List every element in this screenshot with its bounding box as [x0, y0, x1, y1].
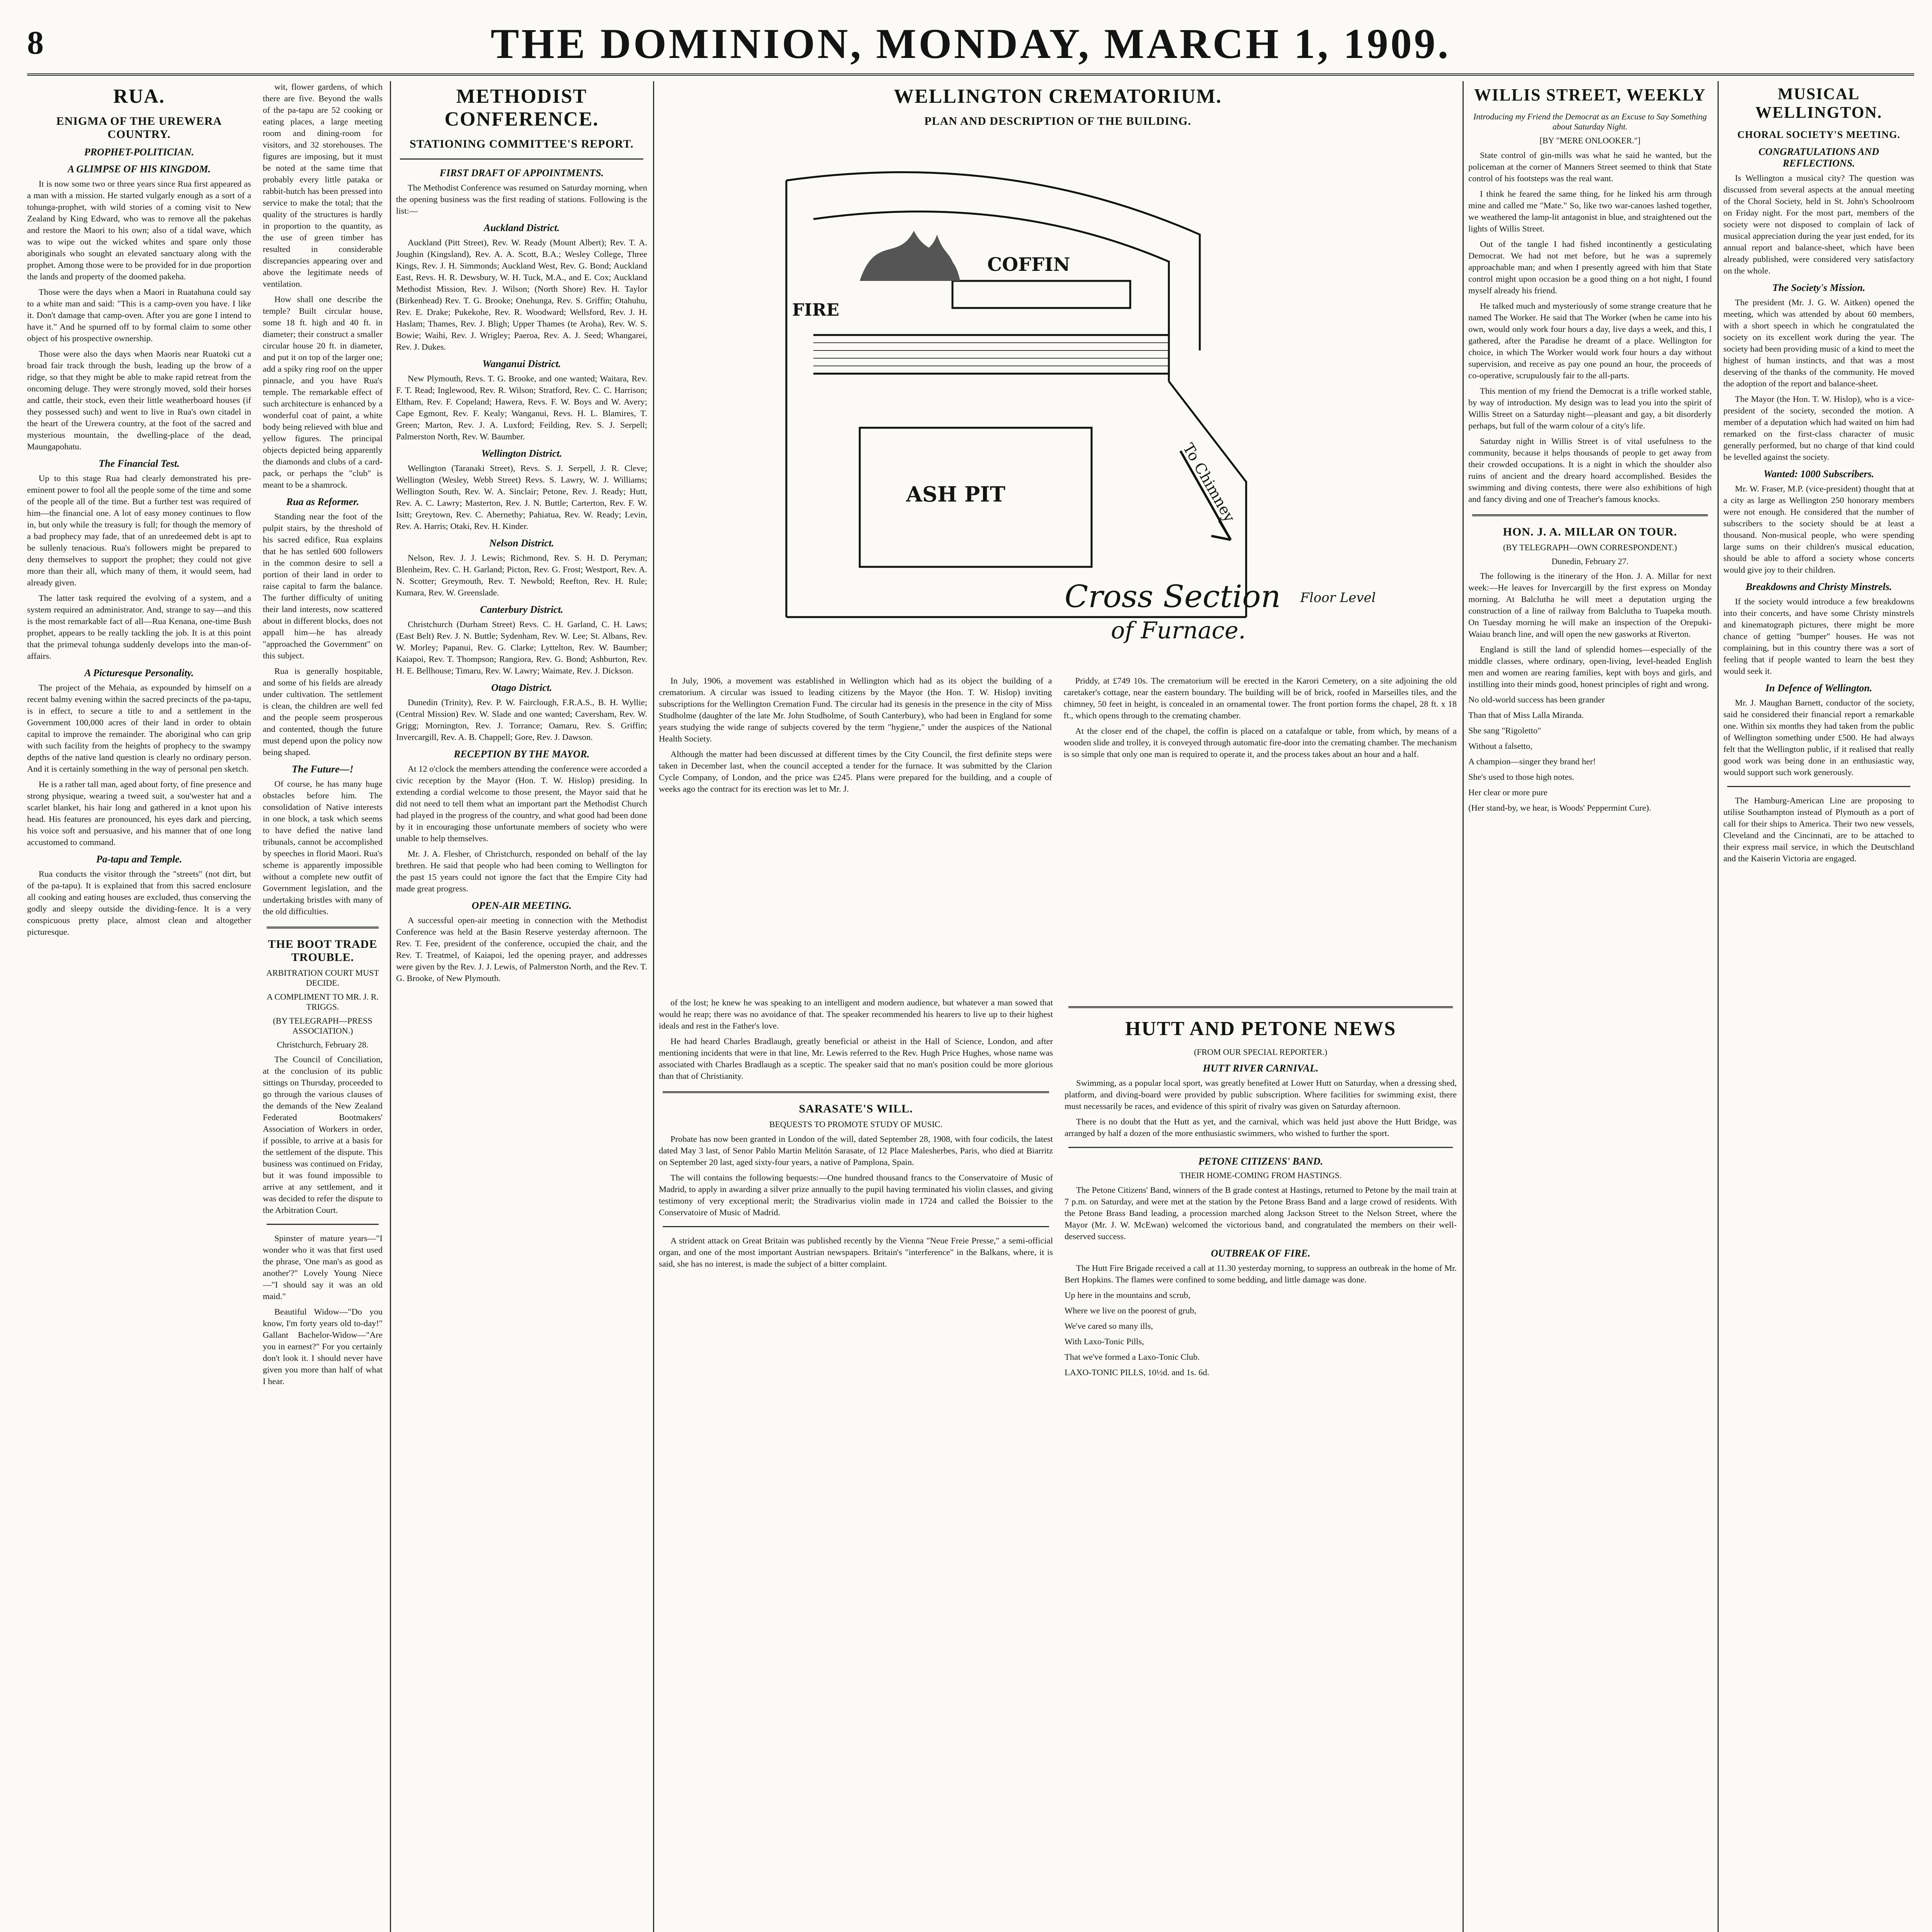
- district-heading: Canterbury District.: [480, 604, 563, 615]
- paragraph: Mr. J. A. Flesher, of Christchurch, responded on behalf of the lay brethren. He said that people who had been coming to Wellington for the past 15 years could not ignore the fact that the Empire City had made great progress.: [396, 849, 647, 893]
- willis-subheading: Introducing my Friend the Democrat as an Excuse to Say Something about Saturday Night.: [1473, 112, 1707, 131]
- section-heading: The Future—!: [292, 764, 354, 775]
- paragraph: Is Wellington a musical city? The question was discussed from several aspects at the annual meeting of the Choral Society, held in St. John's Schoolroom on Friday night. For the most part, members of the society were not disposed to complain of lack of musical appreciation during the year just ended, for its annual report and balance-sheet, which have been already published, were considered very satisfactory on the whole.: [1723, 173, 1914, 276]
- dateline: Christchurch, February 28.: [277, 1040, 369, 1049]
- paragraph: Saturday night in Willis Street is of vital usefulness to the community, because it helps thousands of people to get away from their crowded occupations. It is a night in which the shoulder also ruins of ancient and the dreary hoard accomplished. Besides the swimming and diving contests, there were also exhibitions of high and fancy diving and one of Treacher's famous knocks.: [1468, 436, 1712, 504]
- methodist-subheading-2: FIRST DRAFT OF APPOINTMENTS.: [439, 167, 604, 179]
- paragraph: Rua conducts the visitor through the "streets" (not dirt, but of the pa-tapu). It is explained that from this sacred enclosure all cooking and eating houses are excluded, thus conserving the godly and sleepy outside the dividing-fence. It is a very conspicuous pretty place, almost clean and altogether picturesque.: [27, 869, 251, 937]
- verse-line: Her clear or more pure: [1468, 787, 1548, 797]
- dateline: Dunedin, February 27.: [1551, 556, 1629, 566]
- separator: [663, 1226, 1049, 1227]
- column-methodist: [396, 81, 647, 1932]
- sarasate-subheading: BEQUESTS TO PROMOTE STUDY OF MUSIC.: [769, 1119, 943, 1129]
- floor-level-label: Floor Level: [1300, 590, 1376, 605]
- page-number: 8: [27, 24, 44, 61]
- paragraph: If the society would introduce a few breakdowns into their concerts, and have some Christy minstrels and kinematograph pictures, there might be more chance of getting "bumper" houses. He was not complaining, but in this country there was a sort of feeling that if people wanted to learn the best they would seek it.: [1723, 597, 1914, 676]
- byline: [BY "MERE ONLOOKER."]: [1539, 136, 1641, 145]
- grate: [813, 335, 1169, 374]
- paragraph: He talked much and mysteriously of some strange creature that he named The Worker. He said that The Worker (when he came into his own, would only work four hours a day, live days a week, and this, I gathered, after the Paradise he dreamt of a place. Wellington for choice, in which The Worker would work four hours a day without supervision, and receive as pay one pound an hour, the proceeds of co-operative, scrupulously fair to the all-parts.: [1468, 301, 1712, 380]
- chimney-label: To Chimney: [1179, 440, 1238, 525]
- boot-trade-heading: THE BOOT TRADE TROUBLE.: [268, 938, 378, 964]
- verse-line: A champion—singer they brand her!: [1468, 757, 1596, 766]
- furnace-svg: [659, 134, 1457, 667]
- section-heading: OPEN-AIR MEETING.: [471, 900, 572, 911]
- paragraph: The Council of Conciliation, at the conclusion of its public sittings on Thursday, proceeded to go through the various clauses of the demands of the New Zealand Federated Bootmakers' Association of Workers in order, if possible, to arrive at a basis for the settlement of the dispute. This business was continued on Friday, but it was found impossible to arrive at any settlement, and it was decided to refer the dispute to the Arbitration Court.: [263, 1054, 383, 1215]
- section-heading: RECEPTION BY THE MAYOR.: [454, 748, 590, 760]
- paragraph: At the closer end of the chapel, the coffin is placed on a catafalque or table, from which, by means of a wooden slide and trolley, it is conveyed through automatic fire-door into the cremating chamber. The mechanism is so simple that only one man is required to operate it, and the process takes about an hour and a half.: [1063, 726, 1457, 759]
- paragraph: The Hamburg-American Line are proposing to utilise Southampton instead of Plymouth as a port of call for their ships to America. Their two new vessels, Cleveland and the Cincinnati, are to be attached to their express mail service, in which the Deutschland and the Kaiserin Victoria are engaged.: [1723, 796, 1914, 863]
- paragraph: Those were also the days when Maoris near Ruatoki cut a broad fair track through the bush, leading up the brow of a ridge, so that they might be able to make rapid retreat from the oncoming deluge. They were strongly moved, sold their horses and cattle, their stock, even their little weatherboard houses (if they possessed such) and went to live in Rua's own citadel in the heart of the Urewera country, at the foot of the sacred and mysterious mountain, the dwelling-place of the dead, Maungapohatu.: [27, 349, 251, 451]
- paragraph: He had heard Charles Bradlaugh, greatly beneficial or atheist in the Hall of Science, London, and after mentioning incidents that were in that line, Mr. Lewis referred to the Rev. Hugh Price Hughes, whose name was associated with Charles Bradlaugh as a sceptic. The speaker said that no man's position could be more glorious than that of Christianity.: [659, 1036, 1053, 1081]
- verse-line: Than that of Miss Lalla Miranda.: [1468, 710, 1584, 720]
- paragraph: Christchurch (Durham Street) Revs. C. H. Garland, C. H. Laws; (East Belt) Rev. J. N. Buttle; Sydenham, Rev. W. Lee; St. Albans, Rev. W. Morley; Papanui, Rev. G. Clarke; Lyttelton, Rev. W. Baumber; Kaiapoi, Rev. T. Thompson; Rangiora, Rev. G. Bond; Ashburton, Rev. H. E. Bellhouse; Timaru, Rev. W. Lawry; Waimate, Rev. J. Dickson.: [396, 619, 647, 675]
- section-heading: OUTBREAK OF FIRE.: [1211, 1248, 1311, 1259]
- section-heading: Breakdowns and Christy Minstrels.: [1745, 581, 1892, 592]
- boot-trade-subheading: ARBITRATION COURT MUST DECIDE.: [266, 968, 379, 988]
- verse-line: Where we live on the poorest of grub,: [1065, 1306, 1197, 1315]
- column-rule: [653, 81, 654, 1932]
- paragraph: There is no doubt that the Hutt as yet, and the carnival, which was held just above the Hutt Bridge, was arranged by half a dozen of the more enthusiastic swimmers, who wished to further the sport.: [1065, 1117, 1457, 1138]
- willis-heading: WILLIS STREET, WEEKLY: [1474, 85, 1706, 104]
- separator: [1068, 1006, 1453, 1008]
- paragraph: wit, flower gardens, of which there are five. Beyond the walls of the pa-tapu are 52 cooking or eating places, a large meeting room and dining-room for visitors, and 32 storehouses. The figures are imposing, but it must be noted at the same time that probably every little pataka or rabbit-hutch has been pressed into service to make the total; that the quality of the structures is hardly in proportion to the quantity, as the use of green timber has resulted in considerable discrepancies appearing over and above the legitimate needs of ventilation.: [263, 82, 383, 289]
- paragraph: A strident attack on Great Britain was published recently by the Vienna "Neue Freie Presse," a semi-official organ, and one of the most important Austrian newspapers. Britain's "interference" in the Balkans, where, it is said, she has no interest, is made the subject of a bitter complaint.: [659, 1236, 1053, 1269]
- paragraph: Up to this stage Rua had clearly demonstrated his pre-eminent power to fool all the people some of the time and some of the people all of the time. But a further test was required of him—the financial one. A lot of easy money continues to flow in, but only while the treasury is full; for though the memory of a bad prophecy may fade, that of an unredeemed debt is apt to be sullenly tenacious. Rua's followers might be prepared to deny themselves to support the prophet; they could not give more than their all, which many of them, it would seem, had already given.: [27, 473, 251, 587]
- verse-line: We've cared so many ills,: [1065, 1321, 1153, 1331]
- paragraph: The Petone Citizens' Band, winners of the B grade contest at Hastings, returned to Petone by the mail train at 7 p.m. on Saturday, and were met at the station by the Petone Brass Band and a large crowd of residents. With the Petone Brass Band leading, a procession marched along Jackson Street to the Nelson Street, where the Mayor (Mr. J. W. McEwan) welcomed the victorious band, and congratulated the members on their well-deserved success.: [1065, 1185, 1457, 1241]
- section-heading: PETONE CITIZENS' BAND.: [1198, 1156, 1323, 1167]
- section-heading: A Picturesque Personality.: [84, 667, 194, 679]
- paragraph: Those were the days when a Maori in Ruatahuna could say to a white man and said: "This is a camp-oven you have. I like it. Don't damage that camp-oven. After you are gone I intend to have it." And he spurned off to by formal claim to some other object of his prospective ownership.: [27, 287, 251, 343]
- rua-subheading-2: PROPHET-POLITICIAN.: [84, 146, 194, 158]
- verse-line: Up here in the mountains and scrub,: [1065, 1290, 1190, 1300]
- column-rua-continued: [263, 81, 383, 1932]
- verse-line: LAXO-TONIC PILLS, 10½d. and 1s. 6d.: [1065, 1367, 1209, 1377]
- paragraph: Although the matter had been discussed at different times by the City Council, the first definite steps were taken in December last, when the council accepted a tender for the furnace. It was submitted by the Clarion Cycle Company, of London, and the price was £245. Plans were prepared for the building, and a couple of weeks ago the contract for its erection was let to Mr. J.: [659, 749, 1052, 794]
- outer-wall: [786, 180, 1246, 617]
- byline: (BY TELEGRAPH—PRESS ASSOCIATION.): [273, 1016, 372, 1036]
- paragraph: At 12 o'clock the members attending the conference were accorded a civic reception by the Mayor (Hon. T. W. Hislop) presiding. In extending a cordial welcome to those present, the Mayor said that he did not need to tell them what an important part the Methodist Church had played in the progress of the country, and what good had been done by it in encouraging those unfortunate members of society who were unable to help themselves.: [396, 764, 647, 843]
- paragraph: England is still the land of splendid homes—especially of the middle classes, where ordinary, open-living, level-headed English men and women are rearing families, kept with boys and girls, and instilling into their minds good, honest principles of right and wrong.: [1468, 645, 1712, 689]
- paragraph: Mr. J. Maughan Barnett, conductor of the society, said he considered their financial report a remarkable one. Within six months they had taken from the public of Wellington something under £500. He had always felt that the Wellington public, if it realised that really good work was being done in an enthusiastic way, would support such work generously.: [1723, 698, 1914, 777]
- separator: [400, 158, 643, 160]
- paragraph: How shall one describe the temple? Built circular house, some 18 ft. high and 40 ft. in diameter; their construct a smaller circular house 20 ft. in diameter, and put it on top of the larger one; add a spiky ring roof on the upper pinnacle, and you have Rua's temple. The remarkable effect of such architecture is enhanced by a wonderful coat of paint, a white body being relieved with blue and yellow figures. The principal objects depicted being apparently the diamonds and clubs of a card-pack, or perhaps the "club" is meant to be a shamrock.: [263, 294, 383, 490]
- paragraph: Wellington (Taranaki Street), Revs. S. J. Serpell, J. R. Cleve; Wellington (Wesley, Webb Street) Revs. S. Lawry, W. J. Williams; Wellington South, Rev. W. A. Sinclair; Petone, Rev. J. Ready; Hutt, Rev. A. C. Lawry; Masterton, Rev. J. N. Buttle; Carterton, Rev. F. W. Isitt; Greytown, Rev. C. Abernethy; Pahiatua, Rev. W. Ready; Levin, Rev. A. Harris; Otaki, Rev. H. Kinder.: [396, 463, 647, 531]
- paragraph: of the lost; he knew he was speaking to an intelligent and modern audience, but whatever a man sowed that would he reap; there was no avoidance of that. The speaker recommended his hearers to live up to their highest ideals and rest in the Father's love.: [659, 998, 1053, 1031]
- column-rule: [1718, 81, 1719, 1932]
- separator: [1068, 1147, 1453, 1148]
- paragraph: I think he feared the same thing, for he linked his arm through mine and called me "Mate." So, like two war-canoes lashed together, we weathered the lamp-lit antagonist in blue, and straightened out the lights of Willis Street.: [1468, 189, 1712, 233]
- paragraph: The Mayor (the Hon. T. W. Hislop), who is a vice-president of the society, seconded the motion. A member of a deputation which had waited on him had remarked on the first-class character of music generally performed, but no charge of that kind could be levelled against the society.: [1723, 394, 1914, 462]
- section-heading: The Financial Test.: [99, 458, 180, 469]
- separator: [1727, 786, 1910, 787]
- separator: [267, 927, 379, 929]
- district-heading: Wanganui District.: [482, 358, 561, 369]
- verse-line: She sang "Rigoletto": [1468, 726, 1541, 735]
- sarasate-heading: SARASATE'S WILL.: [799, 1102, 913, 1115]
- musical-heading: MUSICAL WELLINGTON.: [1755, 85, 1883, 122]
- paragraph: The Hutt Fire Brigade received a call at 11.30 yesterday morning, to suppress an outbreak in the home of Mr. Bert Hopkins. The flames were confined to some bedding, and little damage was done.: [1065, 1263, 1457, 1284]
- verse-line: (Her stand-by, we hear, is Woods' Peppermint Cure).: [1468, 803, 1651, 813]
- rua-subheading: ENIGMA OF THE UREWERA COUNTRY.: [56, 115, 222, 141]
- byline: (BY TELEGRAPH—OWN CORRESPONDENT.): [1503, 543, 1677, 552]
- column-rule: [390, 81, 391, 1932]
- paragraph: In July, 1906, a movement was established in Wellington which had as its object the building of a crematorium. A circular was issued to leading citizens by the Mayor (the Hon. T. W. Hislop) inviting subscriptions for the Wellington Cremation Fund. The circular had its genesis in the presence in the city of Miss Studholme (daughter of the late Mr. John Studholme, of South Canterbury), who had been in England for some years studying the wide range of subjects covered by the term "hygiene," under the auspices of the National Health Society.: [659, 676, 1052, 743]
- section-heading: Wanted: 1000 Subscribers.: [1763, 468, 1874, 480]
- crematorium-text: [659, 675, 1457, 799]
- paragraph: Beautiful Widow—"Do you know, I'm forty years old to-day!" Gallant Bachelor-Widow—"Are you in earnest?" For you certainly don't look it. I should never have given you more than half of what I hear.: [263, 1307, 383, 1386]
- paragraph: This mention of my friend the Democrat is a trifle worked stable, by way of introduction. My design was to lead you into the spirit of Willis Street on a Saturday night—pleasant and gay, a bit disorderly perhaps, but full of the warm colour of a city's life.: [1468, 386, 1712, 430]
- paragraph: Auckland (Pitt Street), Rev. W. Ready (Mount Albert); Rev. T. A. Joughin (Kingsland), Rev. A. A. Scott, B.A.; Wesley College, Three Kings, Rev. J. H. Simmonds; Auckland West, Rev. G. Bond; Auckland East, Revs. H. R. Dewsbury, W. H. Tuck, M.A., and E. Cox; Auckland Methodist Mission, Rev. J. Wilson; (North Shore) Rev. H. Taylor (Birkenhead) Rev. T. G. Brooke; Onehunga, Rev. S. Griffin; Otahuhu, Rev. E. Drake; Pukekohe, Rev. R. Woodward; Wellsford, Rev. J. H. Haslam; Thames, Rev. J. Bligh; Upper Thames (te Aroha), Rev. W. S. Bowie; Waihi, Rev. J. Wrigley; Paeroa, Rev. A. J. Seed; Whangarei, Rev. J. Dukes.: [396, 238, 647, 352]
- millar-heading: HON. J. A. MILLAR ON TOUR.: [1503, 526, 1677, 538]
- column-sarasate: [659, 997, 1053, 1932]
- separator: [1472, 514, 1708, 516]
- district-heading: Wellington District.: [481, 448, 562, 459]
- furnace-diagram: [659, 134, 1457, 667]
- paragraph: Probate has now been granted in London of the will, dated September 28, 1908, with four codicils, the latest dated May 3 last, of Senor Pablo Martin Melitón Sarasate, of 12 Place Malesherbes, Paris, who died at Biarritz on September 20 last, aged sixty-four years, a native of Pamplona, Spain.: [659, 1134, 1053, 1167]
- paragraph: Swimming, as a popular local sport, was greatly benefited at Lower Hutt on Saturday, when a dressing shed, platform, and diving-board were provided by public subscription. Where facilities for swimming exist, there must necessarily be races, and evidence of this spirit of rivalry was given on Saturday afternoon.: [1065, 1078, 1457, 1111]
- verse-line: Without a falsetto,: [1468, 741, 1532, 751]
- crematorium-heading: WELLINGTON CREMATORIUM.: [893, 85, 1222, 107]
- verse-line: She's used to those high notes.: [1468, 772, 1575, 782]
- paragraph: The project of the Mehaia, as expounded by himself on a recent balmy evening within the sacred precincts of the pa-tapu, is in effect, to secure a title to and a settlement in the Government 100,000 acres of their land in order to obtain capital to improve the remainder. The aboriginal who can grip with such facility from the heights of prophecy to the swampy depths of the native land question is clearly no ordinary person. And it is certainly something in the way of personal pen sketch.: [27, 683, 251, 774]
- paragraph: New Plymouth, Revs. T. G. Brooke, and one wanted; Waitara, Rev. F. T. Read; Inglewood, Rev. R. Wilson; Stratford, Rev. C. C. Harrison; Eltham, Rev. F. Copeland; Hawera, Revs. F. W. Boys and W. Avery; Cape Egmont, Rev. F. Kealy; Wanganui, Revs. H. L. Blamires, T. Green; Marton, Rev. J. A. Luxford; Feilding, Rev. S. J. Serpell; Palmerston North, Rev. W. Baumber.: [396, 374, 647, 441]
- ash-pit-label: ASH PIT: [906, 482, 1005, 507]
- rua-heading: RUA.: [113, 85, 165, 107]
- coffin-label: COFFIN: [987, 254, 1070, 276]
- boot-trade-subheading-2: A COMPLIMENT TO MR. J. R. TRIGGS.: [267, 992, 379, 1012]
- masthead: [27, 15, 1914, 76]
- column-rua: [27, 81, 251, 1932]
- paragraph: Standing near the foot of the pulpit stairs, by the threshold of his sacred edifice, Rua explains that he has settled 600 followers in the common desire to sell a portion of their land in order to raise capital to farm the balance. The further difficulty of uniting their land interests, now scattered about in different blocks, does not appall him—he has already "approached the Government" on this subject.: [263, 512, 383, 660]
- section-heading: The Society's Mission.: [1772, 282, 1866, 293]
- musical-subheading-2: CONGRATULATIONS AND REFLECTIONS.: [1759, 146, 1879, 169]
- inner-arch: [813, 211, 1169, 381]
- crematorium-subheading: PLAN AND DESCRIPTION OF THE BUILDING.: [924, 115, 1191, 128]
- byline: (FROM OUR SPECIAL REPORTER.): [1194, 1047, 1328, 1057]
- paragraph: A successful open-air meeting in connection with the Methodist Conference was held at the Basin Reserve yesterday afternoon. The Rev. T. Fee, president of the conference, occupied the chair, and the Rev. T. Treatmel, of Kaiapoi, led the opening prayer, and addresses were given by the Rev. J. J. Lewis, of Palmerston North, and the Rev. T. G. Brooke, of New Plymouth.: [396, 915, 647, 983]
- district-heading: Nelson District.: [489, 537, 554, 549]
- paragraph: Rua is generally hospitable, and some of his fields are already under cultivation. The settlement is clean, the children are well fed and the people seem prosperous and contented, though the future must depend upon the policy now being shaped.: [263, 666, 383, 757]
- paragraph: He is a rather tall man, aged about forty, of fine presence and strong physique, wearing a tweed suit, a sou'wester hat and a scarlet blanket, his hair long and gathered in a knot upon his head. His features are pronounced, his eyes dark and piercing, his voice soft and persuasive, and his manner that of one long accustomed to command.: [27, 779, 251, 847]
- caption-line-1: Cross Section: [1065, 578, 1281, 614]
- paragraph: Nelson, Rev. J. J. Lewis; Richmond, Rev. S. H. D. Peryman; Blenheim, Rev. C. H. Garland; Picton, Rev. G. Frost; Westport, Rev. A. N. Scotter; Greymouth, Rev. T. Newbold; Reefton, Rev. H. Rule; Kumara, Rev. W. Greenslade.: [396, 553, 647, 597]
- paragraph: Of course, he has many huge obstacles before him. The consolidation of Native interests in one block, a task which seems to have defied the native land tribunals, cannot be accomplished by speeches in florid Maori. Rua's scheme is apparently impossible without a complete new outfit of Government legislation, and the undertaking bristles with many of the old difficulties.: [263, 779, 383, 916]
- column-hutt-petone: [1065, 997, 1457, 1932]
- caption-line-2: of Furnace.: [1111, 617, 1246, 644]
- section-heading: In Defence of Wellington.: [1765, 682, 1872, 694]
- newspaper-title: THE DOMINION, MONDAY, MARCH 1, 1909.: [490, 20, 1451, 67]
- district-heading: Otago District.: [491, 682, 552, 693]
- paragraph: Spinster of mature years—"I wonder who it was that first used the phrase, 'One man's as good as another'?" Lovely Young Niece—"I should say it was an old maid.": [263, 1233, 383, 1301]
- verse-line: That we've formed a Laxo-Tonic Club.: [1065, 1352, 1200, 1362]
- crematorium-article: [659, 81, 1457, 981]
- column-musical-wellington: [1723, 81, 1914, 1932]
- verse-line: No old-world success has been grander: [1468, 695, 1605, 704]
- section-heading: HUTT RIVER CARNIVAL.: [1202, 1063, 1319, 1074]
- advertisement-verse: [1065, 1289, 1457, 1378]
- methodist-subheading: STATIONING COMMITTEE'S REPORT.: [410, 138, 634, 150]
- paragraph: The following is the itinerary of the Hon. J. A. Millar for next week:—He leaves for Invercargill by the first express on Monday morning. At Balclutha he will meet a deputation urging the construction of a line of railway from Balclutha to Tuapeka mouth. On Tuesday morning he will make an inspection of the Orepuki-Waiau branch line, and will open the new gasworks at Riverton.: [1468, 571, 1712, 639]
- separator: [663, 1091, 1049, 1093]
- paragraph: Mr. W. Fraser, M.P. (vice-president) thought that at a city as large as Wellington 250 honorary members were not enough. He considered that the number of subscribers to the society should be at least a thousand. Non-musical people, who were spending large sums on their children's musical education, should be able to afford a society whose concerts would give joy to their children.: [1723, 484, 1914, 575]
- fire-label: FIRE: [792, 300, 839, 320]
- verse-line: With Laxo-Tonic Pills,: [1065, 1337, 1144, 1346]
- methodist-heading: METHODIST CONFERENCE.: [444, 85, 599, 130]
- section-heading: Pa-tapu and Temple.: [96, 854, 182, 865]
- paragraph: The Methodist Conference was resumed on Saturday morning, when the opening business was the first reading of stations. Following is the list:—: [396, 183, 647, 216]
- advertisement-verse: [1468, 694, 1712, 814]
- separator: [267, 1224, 379, 1225]
- coffin-shape: [952, 281, 1130, 308]
- hutt-heading: HUTT AND PETONE NEWS: [1125, 1018, 1396, 1040]
- band-subheading: THEIR HOME-COMING FROM HASTINGS.: [1179, 1170, 1342, 1180]
- paragraph: Out of the tangle I had fished incontinently a gesticulating Democrat. We had not met before, but he was a supremely approachable man; and when I presently agreed with him that State control might upon occasion be a good thing on a hot night, I found myself already his friend.: [1468, 239, 1712, 295]
- paragraph: Dunedin (Trinity), Rev. P. W. Fairclough, F.R.A.S., B. H. Wyllie; (Central Mission) Rev. W. Slade and one wanted; Caversham, Rev. W. Grigg; Mornington, Rev. J. Torrance; Oamaru, Rev. S. Griffin; Invercargill, Rev. A. B. Chappell; Gore, Rev. J. Dawson.: [396, 697, 647, 742]
- paragraph: The will contains the following bequests:—One hundred thousand francs to the Conservatoire of Music of Madrid, to apply in awarding a silver prize annually to the pupil having terminated his violin classes, and giving testimony of very exceptional merit; the Stradivarius violin made in 1724 and called the Boissier to the Conservatoire of Music of Madrid.: [659, 1173, 1053, 1217]
- section-heading: Rua as Reformer.: [286, 496, 359, 507]
- paragraph: It is now some two or three years since Rua first appeared as a man with a mission. He started vulgarly enough as a sort of a tohunga-prophet, with wild stories of a coming visit to New Zealand by King Edward, who was to remove all the pakehas and restore the Maori to his own; also of a tidal wave, which was to wipe out the wicked whites and spare only those aboriginals who sought an elevated sanctuary along with the prophet. Among those were to be provided for in due proportion the lands and property of the doomed pakeha.: [27, 179, 251, 281]
- paragraph: Priddy, at £749 10s. The crematorium will be erected in the Karori Cemetery, on a site adjoining the old caretaker's cottage, near the eastern boundary. The building will be of brick, roofed in Marseilles tiles, and the chimney, 50 feet in height, is concealed in an ornamental tower. The front portion forms the chapel, 28 ft. x 18 ft., which opens through to the cremating chamber.: [1063, 676, 1457, 720]
- district-heading: Auckland District.: [483, 222, 560, 233]
- column-rule: [1463, 81, 1464, 1932]
- paragraph: The president (Mr. J. G. W. Aitken) opened the meeting, which was attended by about 60 members, with a short speech in which he congratulated the society on its excellent work during the year. The society had been providing music of a kind to meet the highest of human instincts, and that was a most deserving of the thanks of the community. He moved the adoption of the report and balance-sheet.: [1723, 298, 1914, 388]
- column-willis-street: [1468, 81, 1712, 1932]
- paragraph: The latter task required the evolving of a system, and a system required an administrator. And, strange to say—and this is the most remarkable fact of all—Rua Kenana, one-time Bush prophet, appears to be really tackling the job. It is at this point that the primeval tohunga suddenly develops into the man-of-affairs.: [27, 593, 251, 661]
- rua-subheading-3: A GLIMPSE OF HIS KINGDOM.: [67, 163, 211, 175]
- musical-subheading: CHORAL SOCIETY'S MEETING.: [1737, 129, 1900, 140]
- paragraph: State control of gin-mills was what he said he wanted, but the policeman at the corner of Manners Street seemed to think that State control of his footsteps was the real want.: [1468, 150, 1712, 183]
